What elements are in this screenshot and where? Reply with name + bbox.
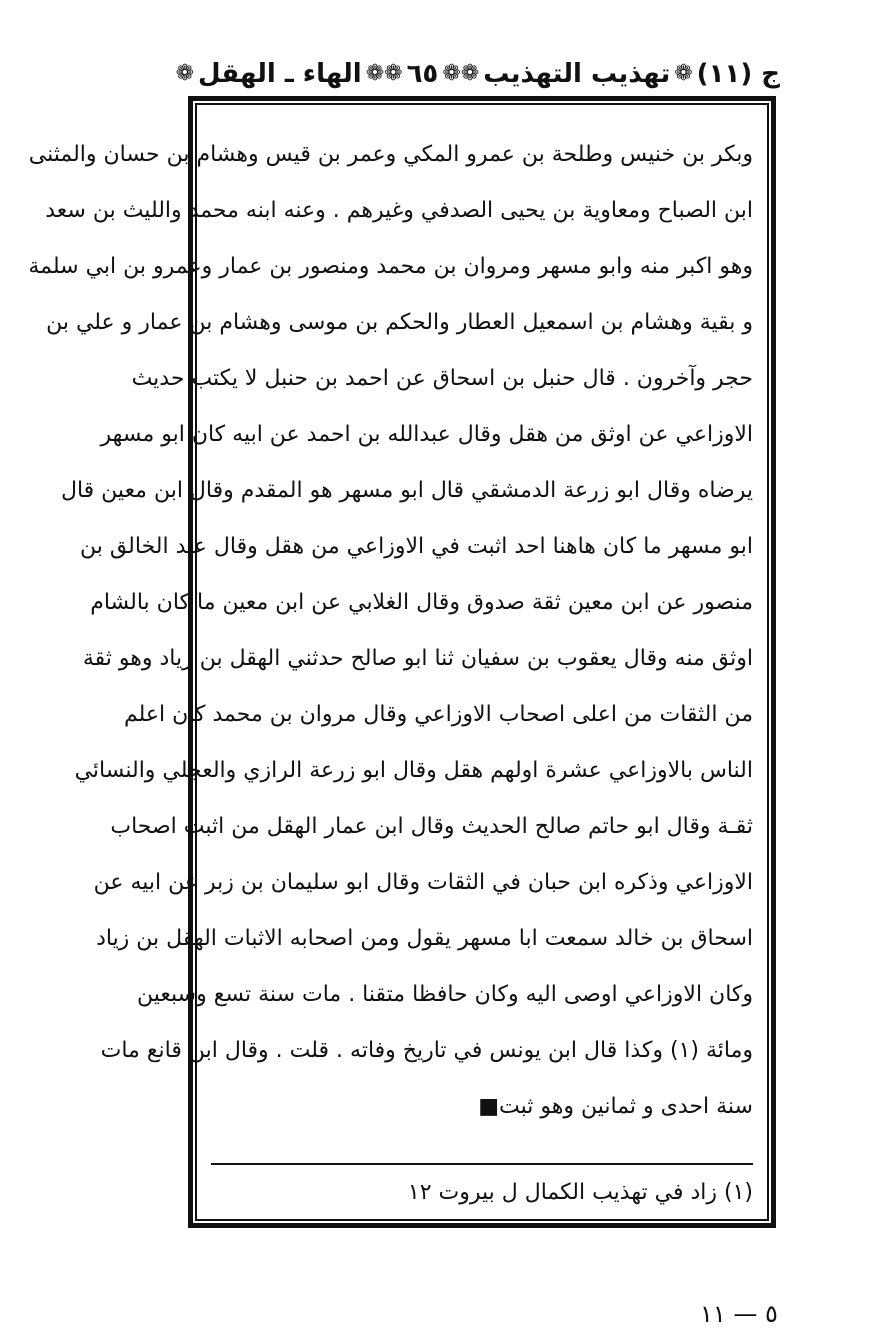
text-line: الناس بالاوزاعي عشرة اولهم هقل وقال ابو زرعة الرازي والعجلي والنسائي — [74, 758, 753, 783]
text-line: اسحاق بن خالد سمعت ابا مسهر يقول ومن اصحابه الاثبات الهقل بن زياد — [96, 926, 753, 951]
text-line: و بقية وهشام بن اسمعيل العطار والحكم بن موسى وهشام بن عمار و علي بن — [46, 310, 753, 335]
text-line: ومائة (١) وكذا قال ابن يونس في تاريخ وفاته . قلت . وقال ابن قانع مات — [100, 1038, 753, 1063]
text-line: وهو اكبر منه وابو مسهر ومروان بن محمد ومنصور بن عمار وعمرو بن ابي سلمة — [28, 254, 753, 279]
page-frame — [28, 96, 776, 1228]
text-line: اوثق منه وقال يعقوب بن سفيان ثنا ابو صالح حدثني الهقل بن زياد وهو ثقة — [82, 646, 753, 671]
book-title: تهذيب التهذيب — [483, 59, 671, 89]
ornament-icon: ❁ — [365, 61, 385, 86]
text-line: يرضاه وقال ابو زرعة الدمشقي قال ابو مسهر هو المقدم وقال ابن معين قال — [60, 478, 753, 503]
page-frame-inner — [28, 103, 769, 1221]
running-header — [175, 52, 780, 96]
text-line: وبكر بن خنيس وطلحة بن عمرو المكي وعمر بن قيس وهشام بن حسان والمثنى — [28, 142, 753, 167]
ornament-icon: ❁ — [460, 61, 480, 86]
end-mark-icon: ■ — [478, 1094, 500, 1119]
text-line: من الثقات من اعلى اصحاب الاوزاعي وقال مروان بن محمد كان اعلم — [124, 702, 753, 727]
text-line: ثقـة وقال ابو حاتم صالح الحديث وقال ابن عمار الهقل من اثبت اصحاب — [110, 814, 753, 839]
footnote-divider — [211, 1163, 753, 1165]
header-volume-title — [461, 59, 780, 89]
ornament-icon: ❁ — [384, 61, 403, 86]
main-text — [28, 127, 753, 1135]
text-line: الاوزاعي وذكره ابن حبان في الثقات وقال ابو سليمان بن زبر عن ابيه عن — [93, 870, 753, 895]
bottom-page-number: ٥ — ١١ — [700, 1300, 778, 1328]
section-title: الهاء ـ الهقل — [198, 59, 362, 89]
ornament-icon: ❁ — [175, 61, 195, 86]
header-page — [384, 59, 461, 89]
text-line-last — [211, 1079, 753, 1135]
header-section — [176, 59, 385, 89]
ornament-icon: ❁ — [442, 61, 461, 86]
footnote: (١) زاد في تهذيب الكمال ل بيروت ١٢ — [407, 1180, 753, 1205]
last-line-text: سنة احدى و ثمانين وهو ثبت — [499, 1094, 753, 1119]
text-line: وكان الاوزاعي اوصى اليه وكان حافظا متقنا . مات سنة تسع وسبعين — [137, 982, 753, 1007]
text-line: الاوزاعي عن اوثق من هقل وقال عبدالله بن احمد عن ابيه كان ابو مسهر — [100, 422, 753, 447]
volume-number: ج (١١) — [696, 59, 780, 89]
text-line: ابن الصباح ومعاوية بن يحيى الصدفي وغيرهم . وعنه ابنه محمد والليث بن سعد — [45, 198, 753, 223]
text-line: منصور عن ابن معين ثقة صدوق وقال الغلابي عن ابن معين ما كان بالشام — [90, 590, 753, 615]
text-line: حجر وآخرون . قال حنبل بن اسحاق عن احمد بن حنبل لا يكتب حديث — [131, 366, 753, 391]
page-number-top: ٦٥ — [406, 59, 439, 89]
ornament-icon: ❁ — [674, 61, 693, 86]
text-line: ابو مسهر ما كان هاهنا احد اثبت في الاوزاعي من هقل وقال عبد الخالق بن — [79, 534, 753, 559]
